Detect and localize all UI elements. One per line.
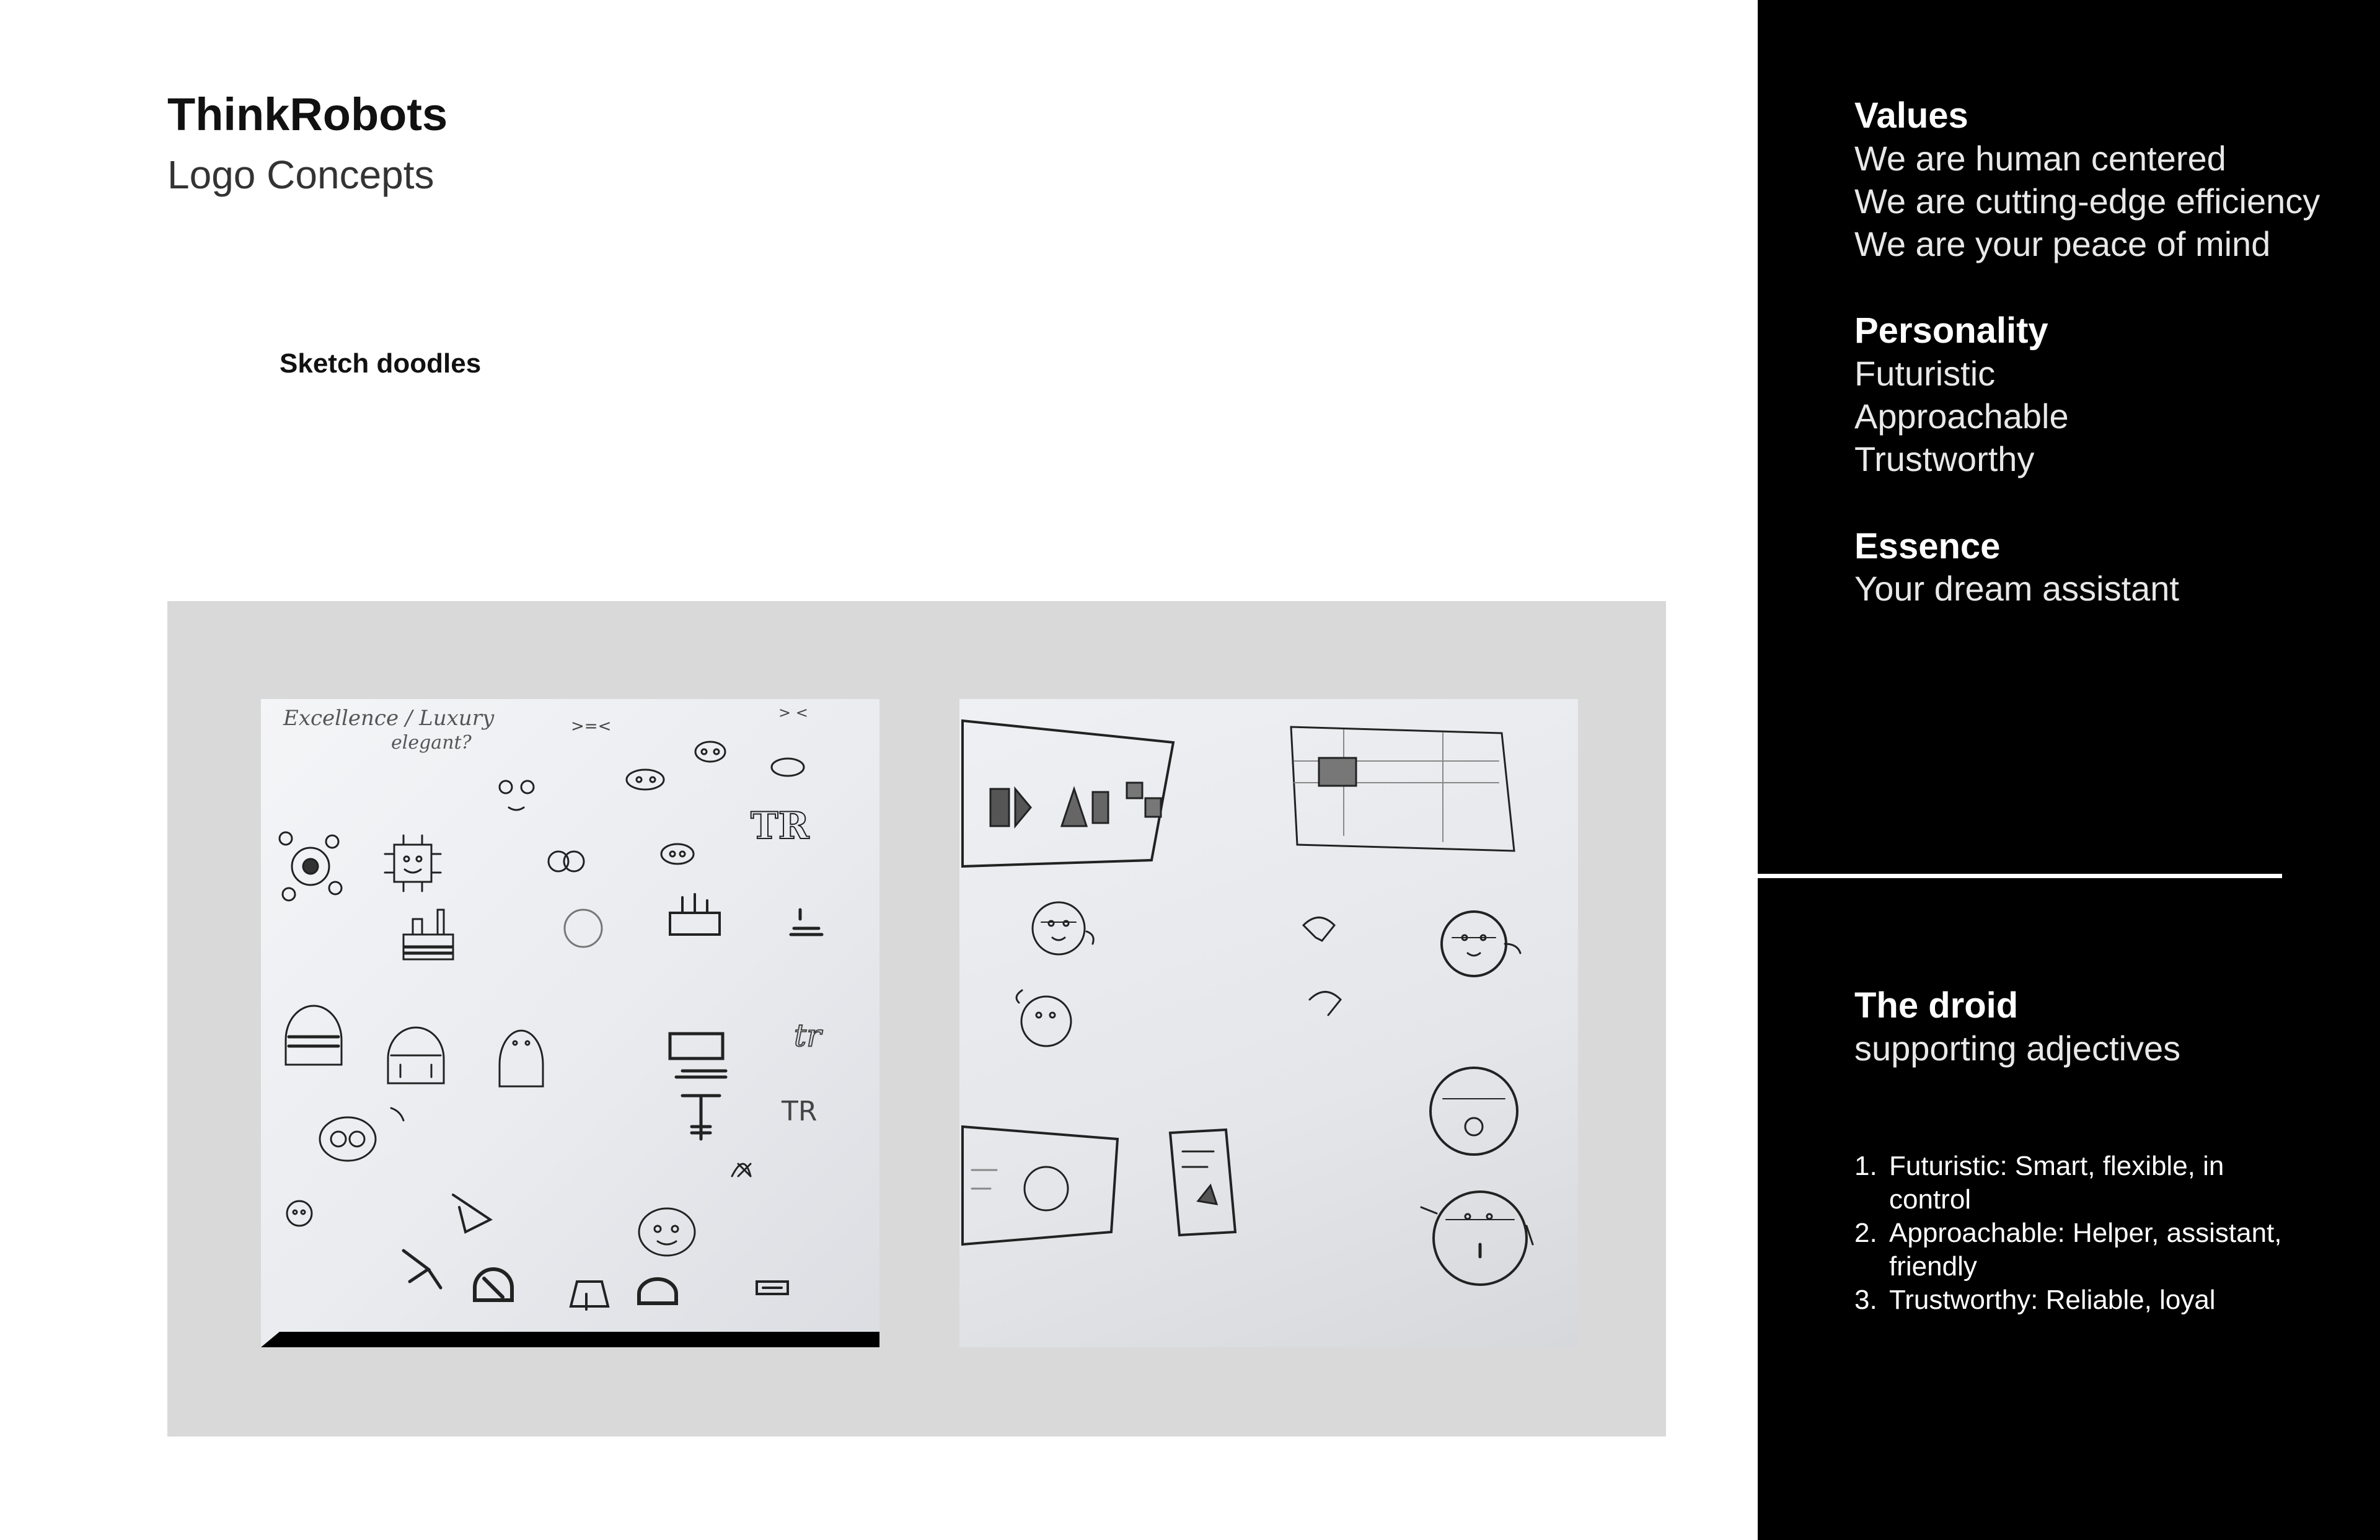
list-text: Approachable: Helper, assistant, friendly <box>1889 1218 2282 1282</box>
droid-heading: The droid <box>1854 985 2019 1026</box>
brand-sidebar <box>1758 0 2380 1540</box>
essence-text: Your dream assistant <box>1854 569 2179 608</box>
values-heading: Values <box>1854 95 1968 136</box>
sketch-drawing-left <box>261 699 879 1347</box>
list-text: Futuristic: Smart, flexible, in control <box>1889 1151 2224 1215</box>
essence-heading: Essence <box>1854 526 2001 566</box>
list-text: Trustworthy: Reliable, loyal <box>1889 1285 2216 1315</box>
handwriting-text: Excellence / Luxury <box>283 706 495 731</box>
handwriting-text: elegant? <box>391 732 472 754</box>
sketch-drawing-right <box>959 699 1578 1347</box>
section-divider <box>1758 874 2282 878</box>
sketch-photo-right <box>959 699 1578 1347</box>
list-number: 1. <box>1854 1151 1877 1181</box>
list-number: 2. <box>1854 1218 1877 1248</box>
personality-item: Trustworthy <box>1854 439 2035 478</box>
page-subtitle: Logo Concepts <box>167 152 434 197</box>
handwriting-text: TR <box>782 1096 818 1127</box>
values-item: We are human centered <box>1854 139 2226 178</box>
personality-heading: Personality <box>1854 310 2048 351</box>
sketch-panel <box>167 601 1666 1437</box>
section-label: Sketch doodles <box>280 348 482 379</box>
values-item: We are cutting-edge efficiency <box>1854 182 2320 221</box>
list-item <box>1854 1217 2298 1283</box>
personality-item: Approachable <box>1854 397 2069 436</box>
handwriting-text: tr <box>794 1018 821 1054</box>
sketch-photo-left <box>261 699 879 1347</box>
handwriting-text: TR <box>751 804 809 848</box>
page-title: ThinkRobots <box>167 89 448 140</box>
handwriting-text: >=< <box>571 717 612 736</box>
adjectives-list <box>1854 1150 2298 1317</box>
values-item: We are your peace of mind <box>1854 224 2271 263</box>
droid-subheading: supporting adjectives <box>1854 1029 2181 1068</box>
list-number: 3. <box>1854 1285 1877 1315</box>
handwriting-text: > < <box>778 704 808 721</box>
list-item <box>1854 1283 2298 1317</box>
personality-item: Futuristic <box>1854 354 1996 393</box>
list-item <box>1854 1150 2298 1217</box>
